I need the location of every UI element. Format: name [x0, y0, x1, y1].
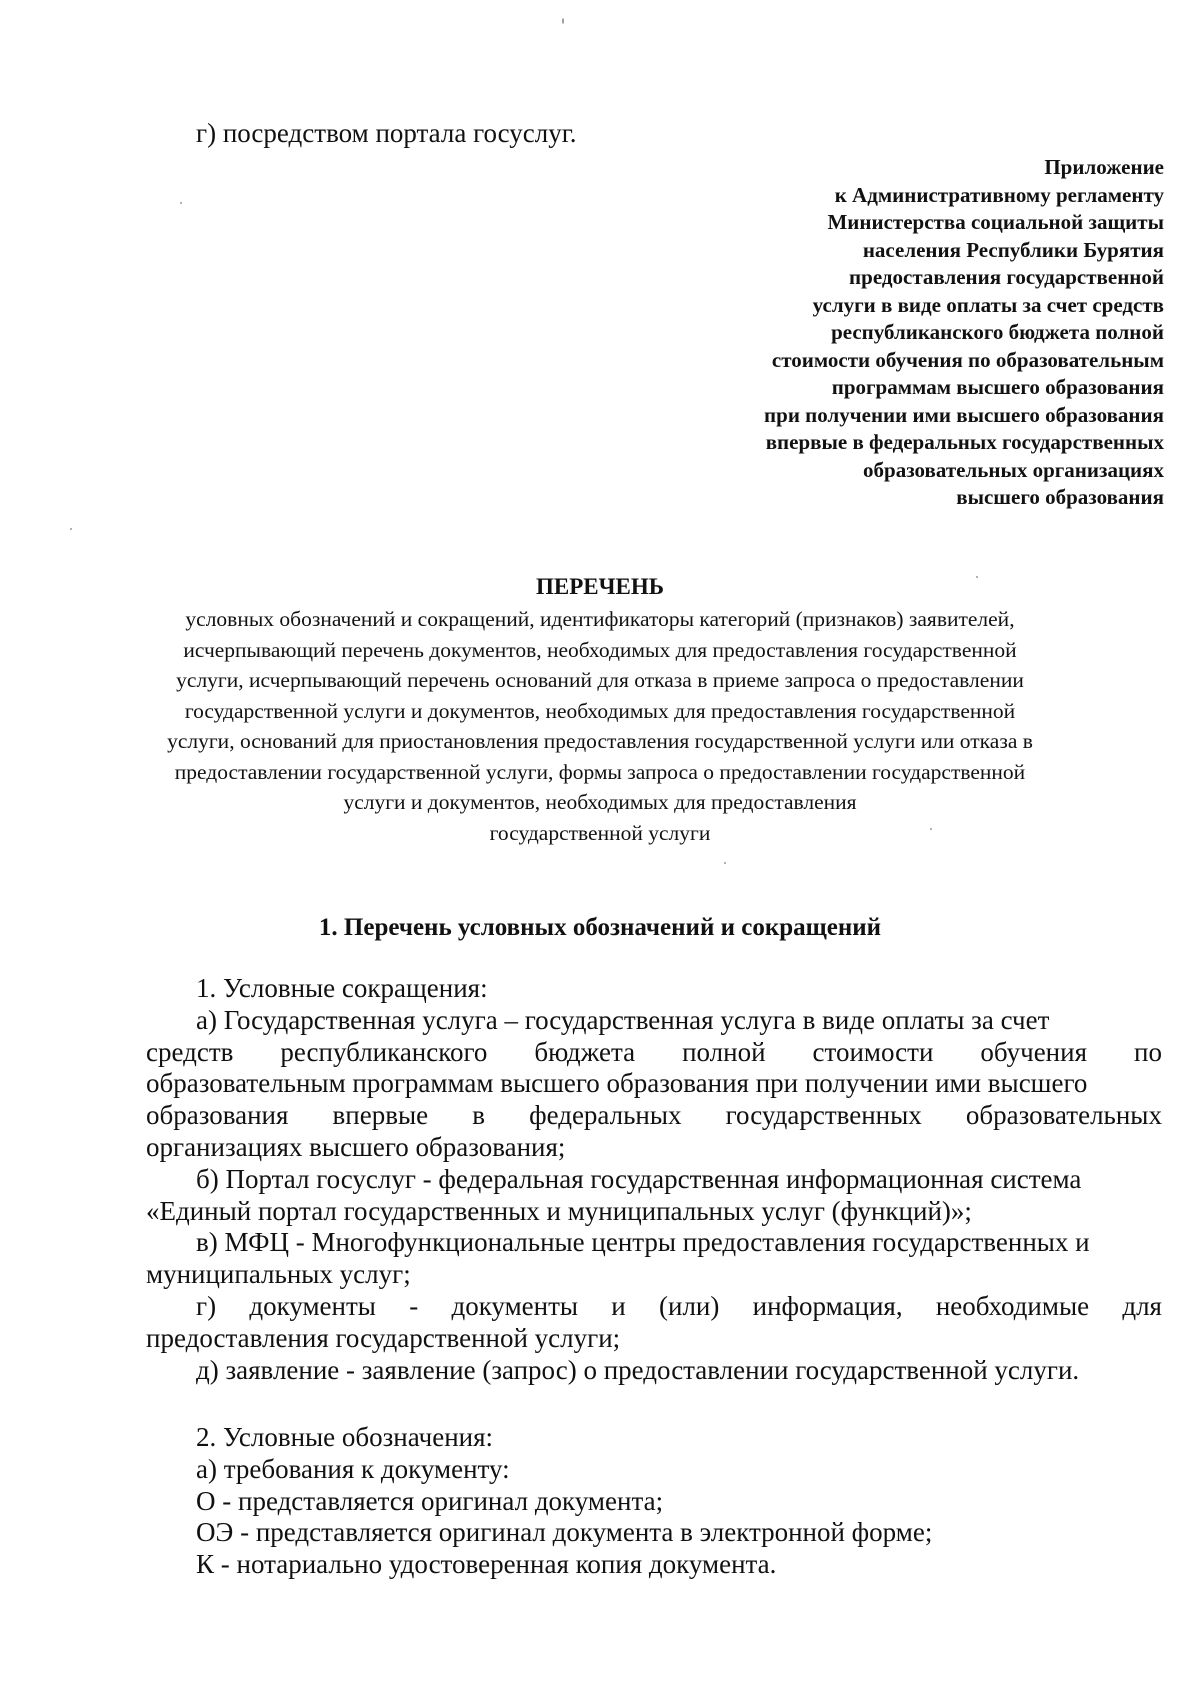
- word: республиканского: [280, 1036, 488, 1067]
- appendix-line: населения Республики Бурятия: [862, 237, 1164, 262]
- paragraph-line: 2. Условные обозначения:: [196, 1422, 494, 1452]
- scan-speck: [562, 18, 564, 24]
- word: средств: [146, 1036, 234, 1067]
- word: г): [196, 1290, 217, 1321]
- word: образовательных: [965, 1100, 1162, 1131]
- paragraph-line: «Единый портал государственных и муниципальных услуг (функций)»;: [146, 1195, 972, 1226]
- word: обучения: [980, 1036, 1087, 1067]
- word: в: [472, 1100, 485, 1131]
- word: информация,: [752, 1290, 903, 1321]
- subtitle-line: государственной услуги и документов, необходимых для предоставления государственной: [184, 698, 1016, 723]
- paragraph-line: а) Государственная услуга – государственная услуга в виде оплаты за счет: [196, 1004, 1050, 1035]
- paragraph-line: образовательным программам высшего образования при получении ими высшего: [146, 1068, 1088, 1099]
- paragraph-line: предоставления государственной услуги;: [146, 1322, 621, 1353]
- word: федеральных: [529, 1100, 682, 1131]
- paragraph-line: д) заявление - заявление (запрос) о предоставлении государственной услуги.: [196, 1354, 1080, 1385]
- paragraph-line: ОЭ - представляется оригинал документа в электронной форме;: [196, 1517, 933, 1548]
- paragraph-line: организациях высшего образования;: [146, 1131, 566, 1162]
- appendix-line: Приложение: [1044, 155, 1164, 179]
- scan-speck: [70, 528, 72, 530]
- section-heading: 1. Перечень условных обозначений и сокращений: [318, 914, 882, 941]
- appendix-line: республиканского бюджета полной: [831, 320, 1164, 344]
- list-title: ПЕРЕЧЕНЬ: [536, 574, 664, 599]
- scan-speck: [724, 862, 726, 864]
- appendix-line: предоставления государственной: [849, 265, 1164, 289]
- subtitle-line: условных обозначений и сокращений, идентификаторы категорий (признаков) заявителей,: [185, 607, 1015, 631]
- list-subtitle: [0, 604, 1200, 848]
- word: документы: [451, 1290, 579, 1321]
- word: и: [611, 1290, 626, 1321]
- subtitle-line: услуги и документов, необходимых для предоставления: [343, 790, 857, 814]
- justified-line: [146, 1291, 1162, 1323]
- appendix-line: впервые в федеральных государственных: [765, 430, 1164, 454]
- scan-speck: [180, 202, 182, 204]
- paragraph-line: муниципальных услуг;: [146, 1259, 411, 1290]
- paragraph-line: а) требования к документу:: [196, 1453, 510, 1484]
- word: стоимости: [812, 1036, 934, 1067]
- appendix-line: при получении ими высшего образования: [764, 402, 1164, 427]
- word: по: [1134, 1036, 1162, 1067]
- appendix-line: Министерства социальной защиты: [827, 210, 1164, 234]
- notations-block: [146, 1422, 1162, 1581]
- paragraph-line: О - представляется оригинал документа;: [196, 1485, 664, 1516]
- appendix-header: [644, 154, 1164, 512]
- word: государственных: [725, 1100, 922, 1131]
- appendix-line: услуги в виде оплаты за счет средств: [812, 292, 1164, 317]
- paragraph-line: б) Портал госуслуг - федеральная государственная информационная система: [196, 1163, 1082, 1194]
- word: бюджета: [534, 1036, 636, 1067]
- word: полной: [682, 1036, 766, 1067]
- appendix-line: программам высшего образования: [831, 375, 1164, 399]
- subtitle-line: государственной услуги: [489, 820, 711, 845]
- paragraph-line: К - нотариально удостоверенная копия документа.: [196, 1549, 777, 1580]
- subtitle-line: услуги, оснований для приостановления предоставления государственной услуги или отказа в: [167, 729, 1033, 753]
- intro-line: г) посредством портала госуслуг.: [196, 118, 577, 148]
- word: необходимые: [935, 1290, 1090, 1321]
- appendix-line: стоимости обучения по образовательным: [771, 347, 1164, 372]
- appendix-line: образовательных организациях: [863, 457, 1164, 482]
- word: -: [409, 1290, 419, 1321]
- word: для: [1122, 1290, 1162, 1321]
- subtitle-line: исчерпывающий перечень документов, необходимых для предоставления государственной: [183, 637, 1017, 662]
- word: впервые: [332, 1100, 429, 1131]
- paragraph-line: 1. Условные сокращения:: [196, 973, 488, 1003]
- justified-line: [146, 1100, 1162, 1132]
- abbreviations-block: [146, 973, 1162, 1386]
- subtitle-line: предоставлении государственной услуги, формы запроса о предоставлении государственной: [174, 759, 1026, 784]
- word: (или): [659, 1290, 720, 1321]
- appendix-line: высшего образования: [956, 485, 1164, 509]
- paragraph-line: в) МФЦ - Многофункциональные центры предоставления государственных и: [196, 1227, 1090, 1258]
- word: документы: [249, 1290, 376, 1321]
- justified-line: [146, 1037, 1162, 1069]
- word: образования: [146, 1100, 289, 1131]
- appendix-line: к Административному регламенту: [834, 182, 1164, 207]
- subtitle-line: услуги, исчерпывающий перечень оснований для отказа в приеме запроса о предоставлении: [176, 668, 1024, 692]
